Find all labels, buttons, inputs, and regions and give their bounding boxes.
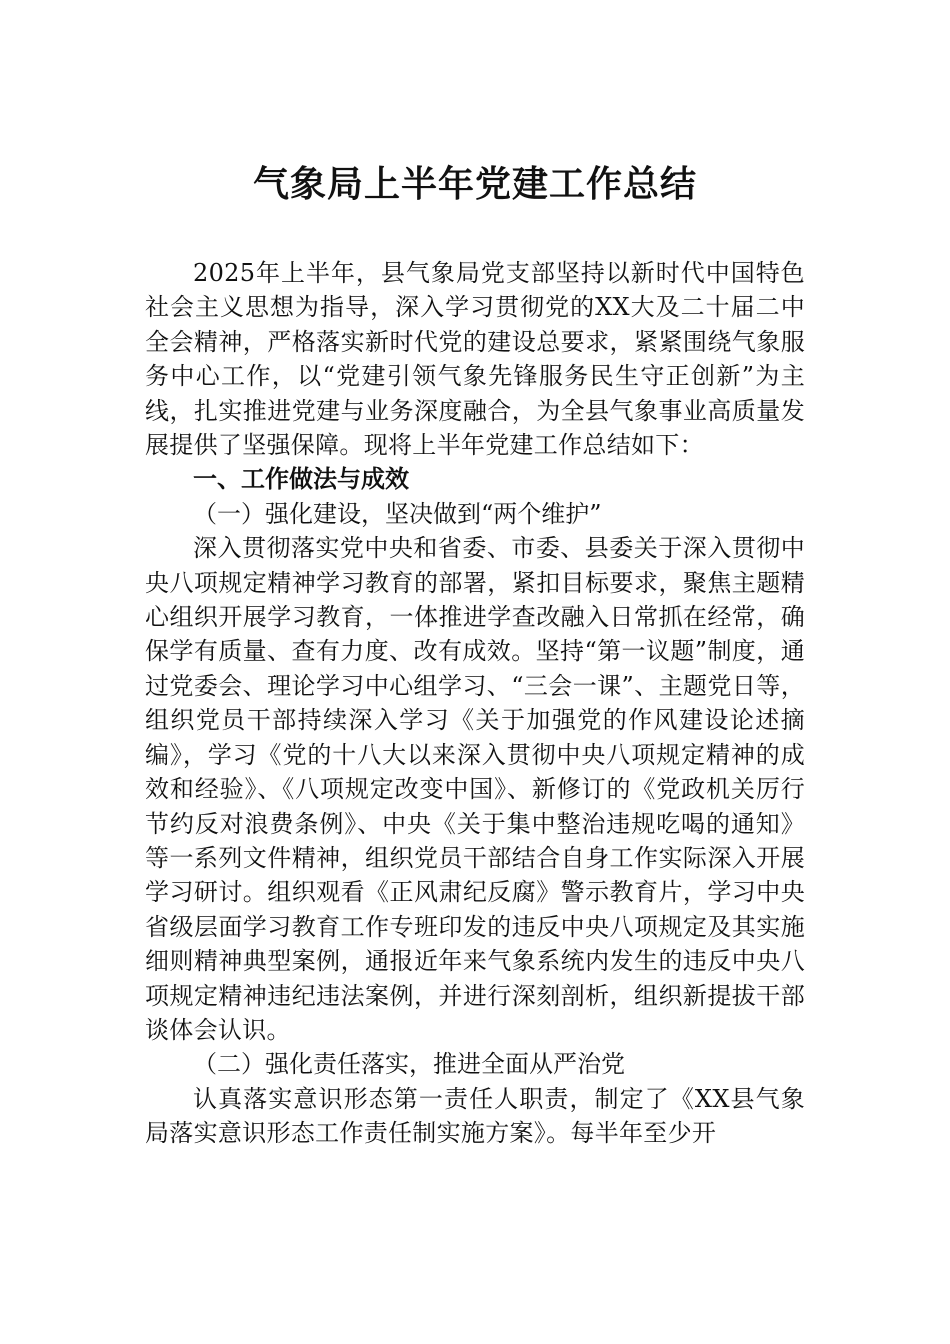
subsection-heading-1: （一）强化建设，坚决做到“两个维护” [193, 499, 602, 528]
subsection-heading-2: （二）强化责任落实，推进全面从严治党 [193, 1050, 625, 1079]
section-heading-1: 一、工作做法与成效 [193, 465, 409, 494]
subsection-body-1: 深入贯彻落实党中央和省委、市委、县委关于深入贯彻中央八项规定精神学习教育的部署，紧扣目标要求，聚焦主题精心组织开展学习教育，一体推进学查改融入日常抓在经常，确保学有质量、查有力度、改有成效。坚持“第一议题”制度，通过党委会、理论学习中心组学习、“三会一课”、主题党日等，组织党员干部持续深入学习《关于加强党的作风建设论述摘编》，学习《党的十八大以来深入贯彻中央八项规定精神的成效和经验》、《八项规定改变中国》、新修订的《党政机关厉行节约反对浪费条例》、中央《关于集中整治违规吃喝的通知》等一系列文件精神，组织党员干部结合自身工作实际深入开展学习研讨。组织观看《正风肃纪反腐》警示教育片，学习中央省级层面学习教育工作专班印发的违反中央八项规定及其实施细则精神典型案例，通报近年来气象系统内发生的违反中央八项规定精神违纪违法案例，并进行深刻剖析，组织新提拔干部谈体会认识。 [145, 534, 805, 1044]
document-body [145, 256, 805, 1151]
document-title: 气象局上半年党建工作总结 [252, 163, 697, 205]
intro-paragraph: 2025年上半年，县气象局党支部坚持以新时代中国特色社会主义思想为指导，深入学习贯彻党的XX大及二十届二中全会精神，严格落实新时代党的建设总要求，紧紧围绕气象服务中心工作，以“党建引领气象先锋服务民生守正创新”为主线，扎实推进党建与业务深度融合，为全县气象事业高质量发展提供了坚强保障。现将上半年党建工作总结如下： [145, 259, 805, 460]
subsection-body-2: 认真落实意识形态第一责任人职责，制定了《XX县气象局落实意识形态工作责任制实施方案》。每半年至少开 [145, 1084, 805, 1148]
